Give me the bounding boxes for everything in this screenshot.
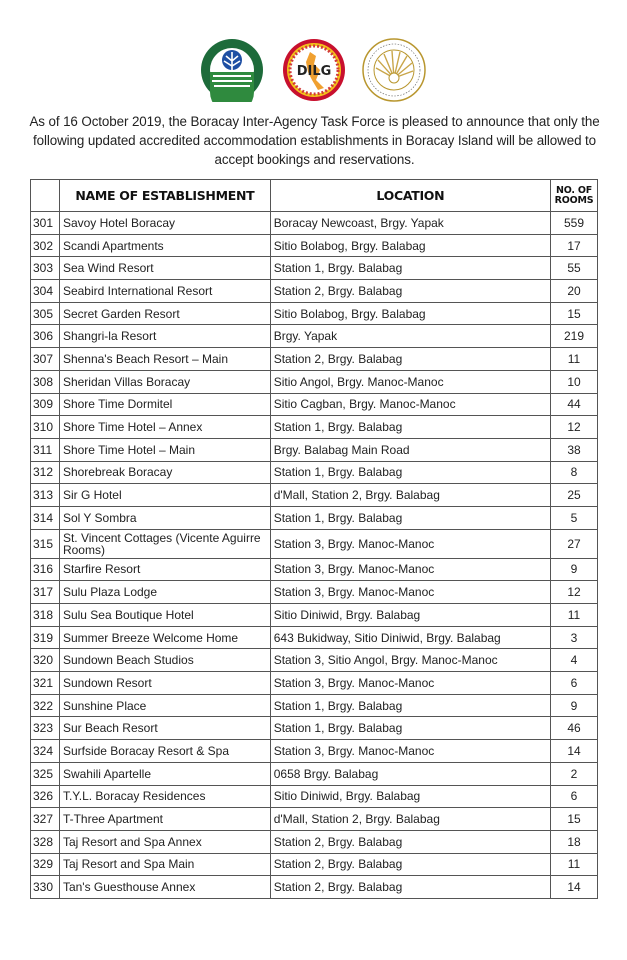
establishment-name: Sulu Plaza Lodge xyxy=(59,581,270,604)
location: Sitio Diniwid, Brgy. Balabag xyxy=(270,785,550,808)
table-row xyxy=(31,762,598,785)
header-name: NAME OF ESTABLISHMENT xyxy=(59,180,270,212)
room-count: 4 xyxy=(550,649,597,672)
header-rooms-line1: NO. OF xyxy=(555,184,593,196)
room-count: 38 xyxy=(550,438,597,461)
row-number: 328 xyxy=(31,830,60,853)
location: Station 2, Brgy. Balabag xyxy=(270,830,550,853)
header-rooms xyxy=(550,180,597,212)
row-number: 305 xyxy=(31,302,60,325)
row-number: 323 xyxy=(31,717,60,740)
table-row xyxy=(31,740,598,763)
row-number: 330 xyxy=(31,876,60,899)
room-count: 20 xyxy=(550,280,597,303)
announcement-text: As of 16 October 2019, the Boracay Inter-Agency Task Force is pleased to announce that only the following updated accredited accommodation establishments in Boracay Island will be allowed to accept bookings and reservations. xyxy=(29,114,600,167)
row-number: 329 xyxy=(31,853,60,876)
location: Station 1, Brgy. Balabag xyxy=(270,694,550,717)
table-row xyxy=(31,302,598,325)
agency-logos xyxy=(0,38,627,104)
svg-text:DILG: DILG xyxy=(296,64,332,79)
location: d'Mall, Station 2, Brgy. Balabag xyxy=(270,484,550,507)
table-row xyxy=(31,438,598,461)
location: Brgy. Yapak xyxy=(270,325,550,348)
room-count: 6 xyxy=(550,785,597,808)
establishment-name: Sol Y Sombra xyxy=(59,506,270,529)
table-row xyxy=(31,529,598,558)
room-count: 55 xyxy=(550,257,597,280)
establishment-name: Taj Resort and Spa Main xyxy=(59,853,270,876)
row-number: 325 xyxy=(31,762,60,785)
row-number: 314 xyxy=(31,506,60,529)
room-count: 8 xyxy=(550,461,597,484)
room-count: 9 xyxy=(550,558,597,581)
location: Sitio Angol, Brgy. Manoc-Manoc xyxy=(270,370,550,393)
table-row xyxy=(31,506,598,529)
row-number: 327 xyxy=(31,808,60,831)
table-row xyxy=(31,325,598,348)
room-count: 14 xyxy=(550,740,597,763)
room-count: 27 xyxy=(550,529,597,558)
row-number: 324 xyxy=(31,740,60,763)
location: Station 3, Brgy. Manoc-Manoc xyxy=(270,581,550,604)
table-row xyxy=(31,626,598,649)
establishment-name: Taj Resort and Spa Annex xyxy=(59,830,270,853)
location: Station 2, Brgy. Balabag xyxy=(270,853,550,876)
table-row xyxy=(31,280,598,303)
room-count: 219 xyxy=(550,325,597,348)
table-row xyxy=(31,785,598,808)
location: d'Mall, Station 2, Brgy. Balabag xyxy=(270,808,550,831)
establishment-name: Shenna's Beach Resort – Main xyxy=(59,348,270,371)
room-count: 12 xyxy=(550,416,597,439)
table-row xyxy=(31,672,598,695)
location: Station 2, Brgy. Balabag xyxy=(270,280,550,303)
room-count: 15 xyxy=(550,302,597,325)
establishment-name: Sur Beach Resort xyxy=(59,717,270,740)
room-count: 14 xyxy=(550,876,597,899)
table-header-row xyxy=(31,180,598,212)
table-row xyxy=(31,461,598,484)
table-row xyxy=(31,416,598,439)
row-number: 301 xyxy=(31,212,60,235)
row-number: 309 xyxy=(31,393,60,416)
row-number: 320 xyxy=(31,649,60,672)
row-number: 306 xyxy=(31,325,60,348)
row-number: 312 xyxy=(31,461,60,484)
room-count: 25 xyxy=(550,484,597,507)
row-number: 319 xyxy=(31,626,60,649)
establishment-name: Sheridan Villas Boracay xyxy=(59,370,270,393)
room-count: 3 xyxy=(550,626,597,649)
table-row xyxy=(31,649,598,672)
room-count: 11 xyxy=(550,604,597,627)
table-row xyxy=(31,581,598,604)
establishment-name: Starfire Resort xyxy=(59,558,270,581)
location: Station 1, Brgy. Balabag xyxy=(270,257,550,280)
room-count: 12 xyxy=(550,581,597,604)
location: Sitio Bolabog, Brgy. Balabag xyxy=(270,234,550,257)
establishment-name: T-Three Apartment xyxy=(59,808,270,831)
row-number: 318 xyxy=(31,604,60,627)
dilg-seal-logo xyxy=(282,38,346,102)
establishment-name: Sundown Resort xyxy=(59,672,270,695)
establishment-name: Shore Time Hotel – Annex xyxy=(59,416,270,439)
location: Brgy. Balabag Main Road xyxy=(270,438,550,461)
location: 0658 Brgy. Balabag xyxy=(270,762,550,785)
establishment-name: Shorebreak Boracay xyxy=(59,461,270,484)
establishment-name: Summer Breeze Welcome Home xyxy=(59,626,270,649)
location: Station 3, Brgy. Manoc-Manoc xyxy=(270,529,550,558)
room-count: 17 xyxy=(550,234,597,257)
establishment-name: Scandi Apartments xyxy=(59,234,270,257)
establishment-name: Seabird International Resort xyxy=(59,280,270,303)
room-count: 11 xyxy=(550,853,597,876)
room-count: 15 xyxy=(550,808,597,831)
location: Station 2, Brgy. Balabag xyxy=(270,876,550,899)
row-number: 315 xyxy=(31,529,60,558)
location: Station 3, Brgy. Manoc-Manoc xyxy=(270,672,550,695)
location: Station 3, Brgy. Manoc-Manoc xyxy=(270,740,550,763)
header-number xyxy=(31,180,60,212)
establishment-name: Secret Garden Resort xyxy=(59,302,270,325)
table-row xyxy=(31,853,598,876)
row-number: 308 xyxy=(31,370,60,393)
room-count: 44 xyxy=(550,393,597,416)
location: Station 1, Brgy. Balabag xyxy=(270,506,550,529)
row-number: 302 xyxy=(31,234,60,257)
establishment-name: Surfside Boracay Resort & Spa xyxy=(59,740,270,763)
row-number: 310 xyxy=(31,416,60,439)
table-row xyxy=(31,393,598,416)
header-location: LOCATION xyxy=(270,180,550,212)
location: Station 2, Brgy. Balabag xyxy=(270,348,550,371)
establishment-name: St. Vincent Cottages (Vicente Aguirre Rooms) xyxy=(59,529,270,558)
dot-seal-logo xyxy=(362,38,426,102)
row-number: 326 xyxy=(31,785,60,808)
establishment-name: T.Y.L. Boracay Residences xyxy=(59,785,270,808)
establishment-name: Shore Time Hotel – Main xyxy=(59,438,270,461)
room-count: 2 xyxy=(550,762,597,785)
room-count: 6 xyxy=(550,672,597,695)
establishment-name: Sundown Beach Studios xyxy=(59,649,270,672)
establishment-name: Sulu Sea Boutique Hotel xyxy=(59,604,270,627)
room-count: 11 xyxy=(550,348,597,371)
location: Station 1, Brgy. Balabag xyxy=(270,717,550,740)
establishment-name: Swahili Apartelle xyxy=(59,762,270,785)
table-row xyxy=(31,694,598,717)
room-count: 10 xyxy=(550,370,597,393)
establishment-name: Tan's Guesthouse Annex xyxy=(59,876,270,899)
row-number: 313 xyxy=(31,484,60,507)
header-rooms-line2: ROOMS xyxy=(554,194,594,206)
table-row xyxy=(31,558,598,581)
table-row xyxy=(31,257,598,280)
row-number: 321 xyxy=(31,672,60,695)
table-row xyxy=(31,604,598,627)
location: Station 1, Brgy. Balabag xyxy=(270,416,550,439)
denr-seal-logo xyxy=(200,38,264,102)
room-count: 46 xyxy=(550,717,597,740)
location: Sitio Diniwid, Brgy. Balabag xyxy=(270,604,550,627)
row-number: 317 xyxy=(31,581,60,604)
location: Boracay Newcoast, Brgy. Yapak xyxy=(270,212,550,235)
room-count: 9 xyxy=(550,694,597,717)
table-row xyxy=(31,212,598,235)
row-number: 322 xyxy=(31,694,60,717)
table-row xyxy=(31,808,598,831)
room-count: 559 xyxy=(550,212,597,235)
row-number: 311 xyxy=(31,438,60,461)
room-count: 5 xyxy=(550,506,597,529)
room-count: 18 xyxy=(550,830,597,853)
table-row xyxy=(31,348,598,371)
table-row xyxy=(31,717,598,740)
location: Station 1, Brgy. Balabag xyxy=(270,461,550,484)
establishment-name: Sea Wind Resort xyxy=(59,257,270,280)
row-number: 303 xyxy=(31,257,60,280)
table-row xyxy=(31,370,598,393)
establishment-name: Savoy Hotel Boracay xyxy=(59,212,270,235)
table-row xyxy=(31,830,598,853)
location: Station 3, Sitio Angol, Brgy. Manoc-Manoc xyxy=(270,649,550,672)
establishment-name: Shore Time Dormitel xyxy=(59,393,270,416)
table-row xyxy=(31,484,598,507)
establishment-name: Sir G Hotel xyxy=(59,484,270,507)
establishment-name: Shangri-la Resort xyxy=(59,325,270,348)
location: Station 3, Brgy. Manoc-Manoc xyxy=(270,558,550,581)
row-number: 316 xyxy=(31,558,60,581)
location: Sitio Cagban, Brgy. Manoc-Manoc xyxy=(270,393,550,416)
row-number: 304 xyxy=(31,280,60,303)
table-row xyxy=(31,876,598,899)
table-row xyxy=(31,234,598,257)
location: Sitio Bolabog, Brgy. Balabag xyxy=(270,302,550,325)
establishment-name: Sunshine Place xyxy=(59,694,270,717)
row-number: 307 xyxy=(31,348,60,371)
accommodation-table xyxy=(30,179,598,899)
location: 643 Bukidway, Sitio Diniwid, Brgy. Balabag xyxy=(270,626,550,649)
